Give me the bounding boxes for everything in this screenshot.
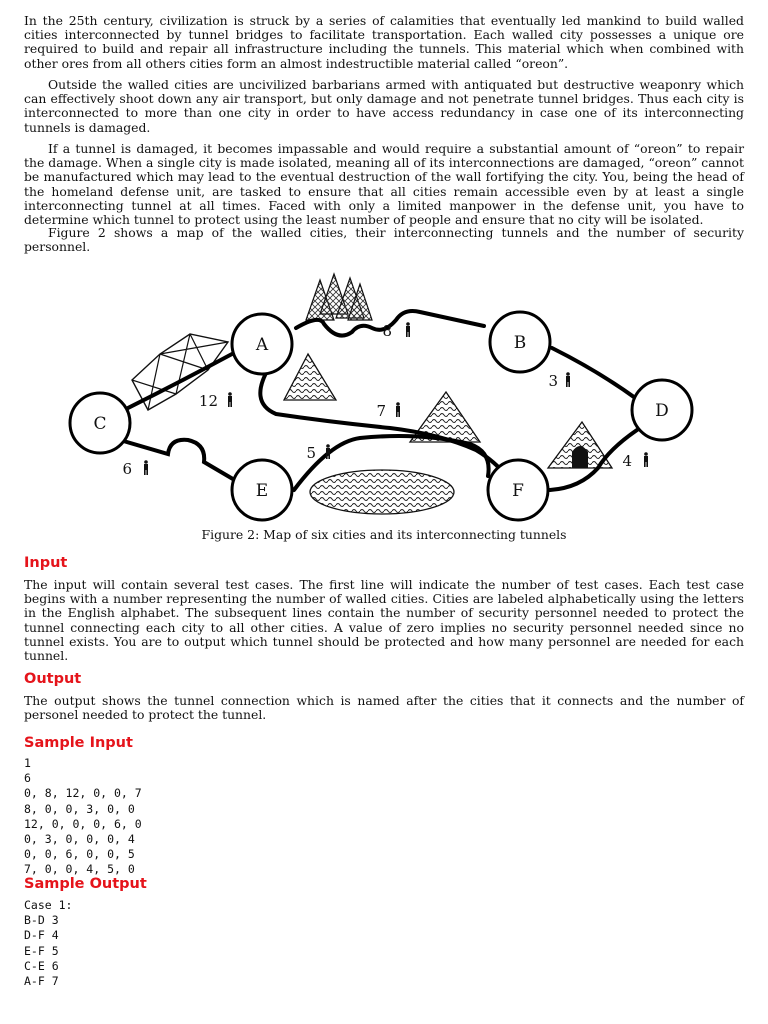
svg-text:4: 4 [622, 452, 632, 470]
story-paragraph-4: Figure 2 shows a map of the walled cities, their interconnecting tunnels and the number of security personnel. [24, 225, 744, 255]
city-node-b [490, 312, 550, 372]
city-map-diagram [0, 262, 768, 524]
edge-label-d-f [622, 452, 648, 470]
output-heading: Output [24, 671, 82, 687]
city-node-e [232, 460, 292, 520]
person-icon [396, 402, 400, 417]
sample-output-block: Case 1: B-D 3 D-F 4 E-F 5 C-E 6 A-F 7 [24, 898, 73, 989]
edge-label-a-f [376, 402, 400, 420]
story-paragraph-1: In the 25th century, civilization is struck by a series of calamities that eventually led mankind to build walled cities interconnected by tunnel bridges to facilitate transportation. Each walled city possesses a unique ore required to build and repair all infrastructure including the tunnels. This material which when combined with other ores from all others cities form an almost indestructible material called “oreon”. [24, 13, 744, 71]
svg-text:6: 6 [122, 460, 132, 478]
city-label-e: E [255, 481, 269, 501]
tunnel-c-e [120, 440, 238, 482]
person-icon [406, 322, 410, 337]
story-paragraph-3: If a tunnel is damaged, it becomes impassable and would require a substantial amount of “oreon” to repair the damage. When a single city is made isolated, meaning all of its interconnections are damaged, “oreon” cannot be manufactured which may lead to the eventual destruction of the wall fortifying the city. You, being the head of the homeland defense unit, are tasked to ensure that all cities remain accessible even by at least a single interconnecting tunnel at all times. Faced with only a limited manpower in the defense unit, you have to determine which tunnel to protect using the least number of people and ensure that no city will be isolated. [24, 141, 744, 228]
input-heading: Input [24, 555, 68, 571]
sample-input-block: 1 6 0, 8, 12, 0, 0, 7 8, 0, 0, 3, 0, 0 12, 0, 0, 0, 6, 0 0, 3, 0, 0, 0, 4 0, 0, 6, 0, 0, 5 7, 0, 0, 4, 5, 0 [24, 756, 142, 877]
edge-label-c-e [122, 460, 148, 478]
svg-text:8: 8 [382, 322, 392, 340]
city-label-d: D [655, 401, 669, 421]
svg-text:7: 7 [376, 402, 386, 420]
edge-label-a-c [199, 392, 232, 410]
svg-text:12: 12 [198, 392, 218, 410]
person-icon [228, 392, 232, 407]
city-label-a: A [255, 335, 269, 355]
person-icon [644, 452, 648, 467]
city-label-b: B [513, 333, 527, 353]
story-paragraph-2: Outside the walled cities are uncivilized barbarians armed with antiquated but destructive weaponry which can effectively shoot down any air transport, but only damage and not penetrate tunnel bridges. Thus each city is interconnected to more than one city in order to have access redundancy in case one of its interconnecting tunnels is damaged. [24, 77, 744, 135]
tunnel-b-d [552, 348, 638, 400]
trees-icon [306, 274, 372, 320]
city-node-a [232, 314, 292, 374]
input-description: The input will contain several test cases. The first line will indicate the number of test cases. Each test case begins with a number representing the number of walled cities. Cities are labeled alphabetically using the letters in the English alphabet. The subsequent lines contain the number of security personnel needed to protect the tunnel connecting each city to all other cities. A value of zero implies no security personnel needed since no tunnel exists. You are to output which tunnel should be protected and how many personnel are needed for each tunnel. [24, 577, 744, 664]
city-node-d [632, 380, 692, 440]
city-node-c [70, 393, 130, 453]
sample-input-heading: Sample Input [24, 735, 133, 751]
sample-output-heading: Sample Output [24, 876, 147, 892]
figure-caption: Figure 2: Map of six cities and its interconnecting tunnels [201, 527, 567, 542]
person-icon [566, 372, 570, 387]
edge-label-a-b [382, 322, 410, 340]
person-icon [326, 444, 330, 459]
edge-label-b-d [548, 372, 570, 390]
city-node-f [488, 460, 548, 520]
svg-text:5: 5 [306, 444, 316, 462]
svg-text:3: 3 [548, 372, 558, 390]
city-label-f: F [512, 481, 524, 501]
person-icon [144, 460, 148, 475]
city-label-c: C [93, 414, 107, 434]
output-description: The output shows the tunnel connection which is named after the cities that it connects and the number of personel needed to protect the tunnel. [24, 693, 744, 723]
figure-city-map [0, 262, 768, 524]
